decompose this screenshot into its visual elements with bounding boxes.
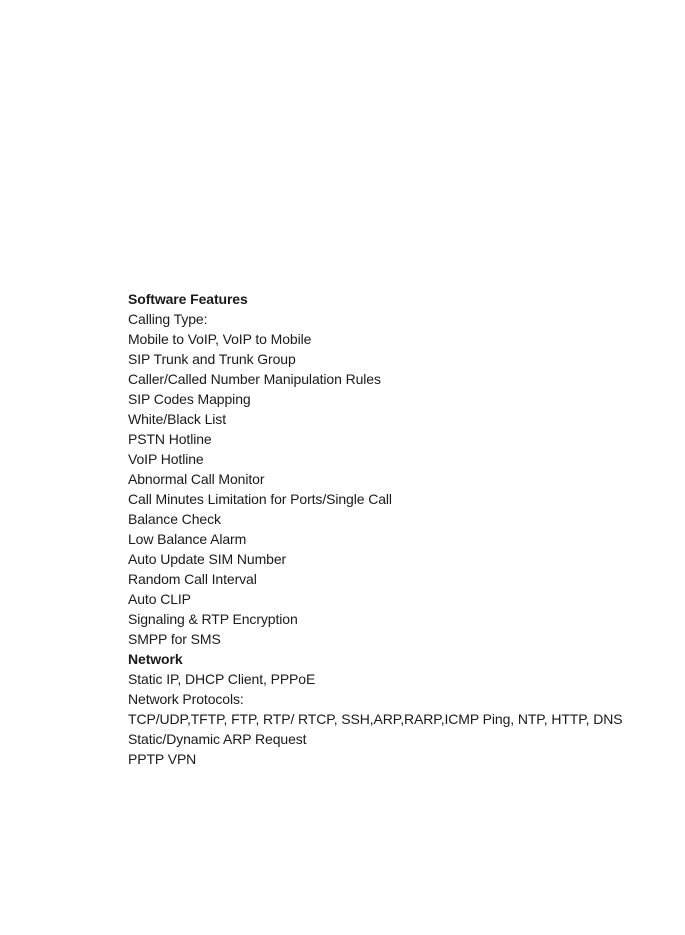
network-pptp-vpn: PPTP VPN xyxy=(128,751,197,767)
feature-pstn-hotline: PSTN Hotline xyxy=(128,431,212,447)
network-protocols-label: Network Protocols: xyxy=(128,691,244,707)
feature-call-minutes-limitation: Call Minutes Limitation for Ports/Single Call xyxy=(128,491,392,507)
section-heading-software-features: Software Features xyxy=(128,291,248,307)
network-protocols-list: TCP/UDP,TFTP, FTP, RTP/ RTCP, SSH,ARP,RARP,ICMP Ping, NTP, HTTP, DNS xyxy=(128,711,623,727)
feature-calling-type: Calling Type: xyxy=(128,311,208,327)
feature-mobile-voip: Mobile to VoIP, VoIP to Mobile xyxy=(128,331,312,347)
feature-random-call-interval: Random Call Interval xyxy=(128,571,257,587)
network-arp-request: Static/Dynamic ARP Request xyxy=(128,731,307,747)
feature-voip-hotline: VoIP Hotline xyxy=(128,451,204,467)
feature-auto-clip: Auto CLIP xyxy=(128,591,191,607)
feature-low-balance-alarm: Low Balance Alarm xyxy=(128,531,247,547)
feature-white-black-list: White/Black List xyxy=(128,411,226,427)
feature-signaling-encryption: Signaling & RTP Encryption xyxy=(128,611,298,627)
feature-sip-codes: SIP Codes Mapping xyxy=(128,391,251,407)
feature-sip-trunk: SIP Trunk and Trunk Group xyxy=(128,351,296,367)
feature-smpp-sms: SMPP for SMS xyxy=(128,631,221,647)
feature-number-manipulation: Caller/Called Number Manipulation Rules xyxy=(128,371,381,387)
feature-abnormal-call-monitor: Abnormal Call Monitor xyxy=(128,471,265,487)
spec-list xyxy=(128,289,668,769)
feature-auto-update-sim: Auto Update SIM Number xyxy=(128,551,287,567)
feature-balance-check: Balance Check xyxy=(128,511,221,527)
section-heading-network: Network xyxy=(128,651,183,667)
network-ip-options: Static IP, DHCP Client, PPPoE xyxy=(128,671,316,687)
